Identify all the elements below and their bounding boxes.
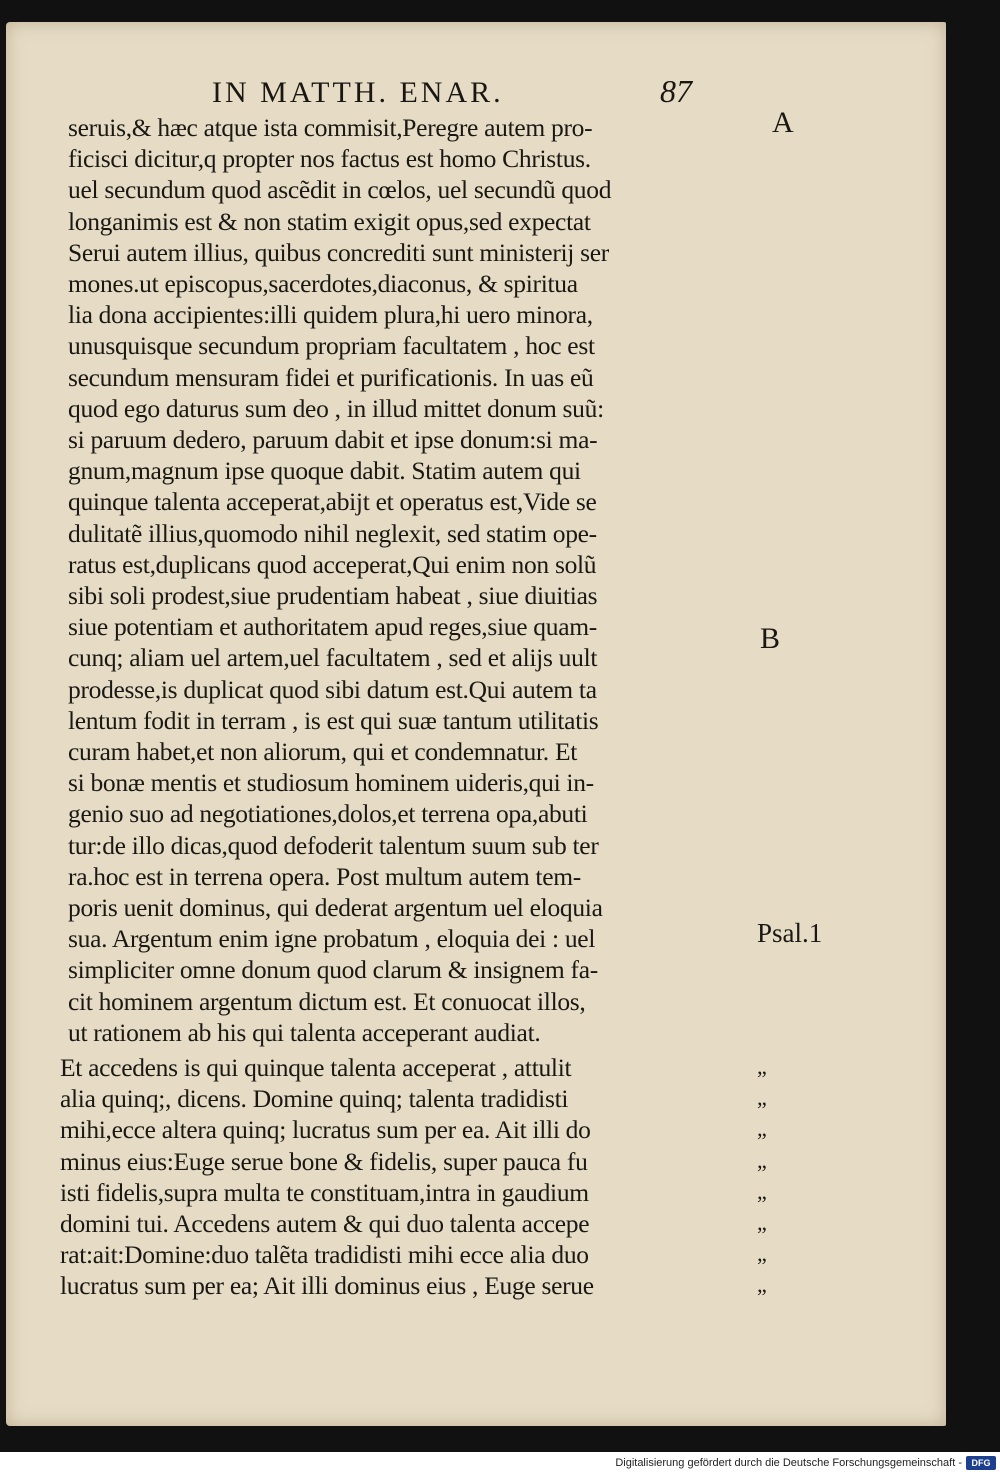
margin-note-psalm: Psal.1	[757, 918, 823, 948]
text-line: longanimis est & non statim exigit opus,sed expectat	[68, 206, 591, 236]
text-line: prodesse,is duplicat quod sibi datum est.Qui autem ta	[68, 674, 597, 704]
text-line: gnum,magnum ipse quoque dabit. Statim autem qui	[68, 456, 581, 486]
quotation-mark: „	[757, 1272, 768, 1298]
quotation-line: lucratus sum per ea; Ait illi dominus eius , Euge serue	[60, 1271, 594, 1301]
quotation-line: rat:ait:Domine:duo talẽta tradidisti mihi ecce alia duo	[60, 1240, 589, 1270]
dfg-logo-icon: DFG	[966, 1456, 996, 1470]
quotation-line: domini tui. Accedens autem & qui duo talenta accepe	[60, 1209, 590, 1238]
quotation-mark: „	[757, 1147, 768, 1173]
quotation-line: isti fidelis,supra multa te constituam,intra in gaudium	[60, 1177, 589, 1207]
margin-note-b: B	[760, 622, 781, 655]
text-line: siue potentiam et authoritatem apud reges,siue quam-	[68, 612, 597, 642]
text-line: seruis,& hæc atque ista commisit,Peregre autem pro-	[68, 113, 593, 142]
text-line: genio suo ad negotiationes,dolos,et terrena opa,abuti	[68, 799, 588, 829]
text-line: mones.ut episcopus,sacerdotes,diaconus, & spiritua	[68, 269, 578, 298]
footer-bar	[0, 1452, 1000, 1474]
text-line: cunq; aliam uel artem,uel facultatem , sed et alijs uult	[68, 643, 598, 673]
quotation-mark: „	[757, 1116, 768, 1142]
quotation-mark: „	[757, 1178, 768, 1204]
running-head: IN MATTH. ENAR.	[212, 76, 504, 109]
quotation-line: Et accedens is qui quinque talenta acceperat , attulit	[60, 1053, 572, 1082]
quotation-line: alia quinq;, dicens. Domine quinq; talenta tradidisti	[60, 1084, 569, 1114]
text-line: lentum fodit in terram , is est qui suæ tantum utilitatis	[68, 705, 599, 735]
text-line: si bonæ mentis et studiosum hominem uideris,qui in-	[68, 768, 594, 798]
text-line: secundum mensuram fidei et purificationis. In uas eũ	[68, 362, 594, 392]
text-line: quod ego daturus sum deo , in illud mittet donum suũ:	[68, 393, 604, 423]
text-line: si paruum dedero, paruum dabit et ipse donum:si ma-	[68, 425, 598, 454]
text-line: dulitatẽ illius,quomodo nihil neglexit, sed statim ope-	[68, 518, 597, 548]
page-number: 87	[660, 73, 692, 109]
text-line: quinque talenta acceperat,abijt et operatus est,Vide se	[68, 487, 597, 517]
quotation-line: minus eius:Euge serue bone & fidelis, super pauca fu	[60, 1146, 588, 1176]
margin-note-a: A	[772, 106, 794, 139]
text-line: ra.hoc est in terrena opera. Post multum autem tem-	[68, 861, 581, 891]
text-line: tur:de illo dicas,quod defoderit talentum suum sub ter	[68, 830, 599, 860]
text-line: poris uenit dominus, qui dederat argentum uel eloquia	[68, 893, 603, 922]
quotation-mark: „	[757, 1054, 768, 1079]
text-line: Serui autem illius, quibus concrediti sunt ministerij ser	[68, 237, 609, 267]
text-line: cit hominem argentum dictum est. Et conuocat illos,	[68, 986, 586, 1016]
quotation-mark: „	[757, 1210, 768, 1235]
text-line: unusquisque secundum propriam facultatem , hoc est	[68, 331, 595, 361]
funding-notice: Digitalisierung gefördert durch die Deutsche Forschungsgemeinschaft -	[615, 1457, 962, 1469]
text-line: ficisci dicitur,q propter nos factus est homo Christus.	[68, 144, 591, 174]
text-line: simpliciter omne donum quod clarum & insignem fa-	[68, 955, 598, 985]
text-line: sua. Argentum enim igne probatum , eloquia dei : uel	[68, 924, 596, 954]
quotation-line: mihi,ecce altera quinq; lucratus sum per ea. Ait illi do	[60, 1115, 591, 1145]
text-line: curam habet,et non aliorum, qui et condemnatur. Et	[68, 737, 578, 766]
text-line: uel secundum quod ascẽdit in cœlos, uel secundũ quod	[68, 175, 612, 205]
text-line: ut rationem ab his qui talenta acceperant audiat.	[68, 1017, 541, 1047]
quotation-mark: „	[757, 1085, 768, 1111]
text-line: lia dona accipientes:illi quidem plura,hi uero minora,	[68, 300, 593, 330]
text-line: sibi soli prodest,siue prudentiam habeat , siue diuitias	[68, 581, 598, 610]
quotation-mark: „	[757, 1241, 768, 1267]
text-line: ratus est,duplicans quod acceperat,Qui enim non solũ	[68, 549, 597, 579]
